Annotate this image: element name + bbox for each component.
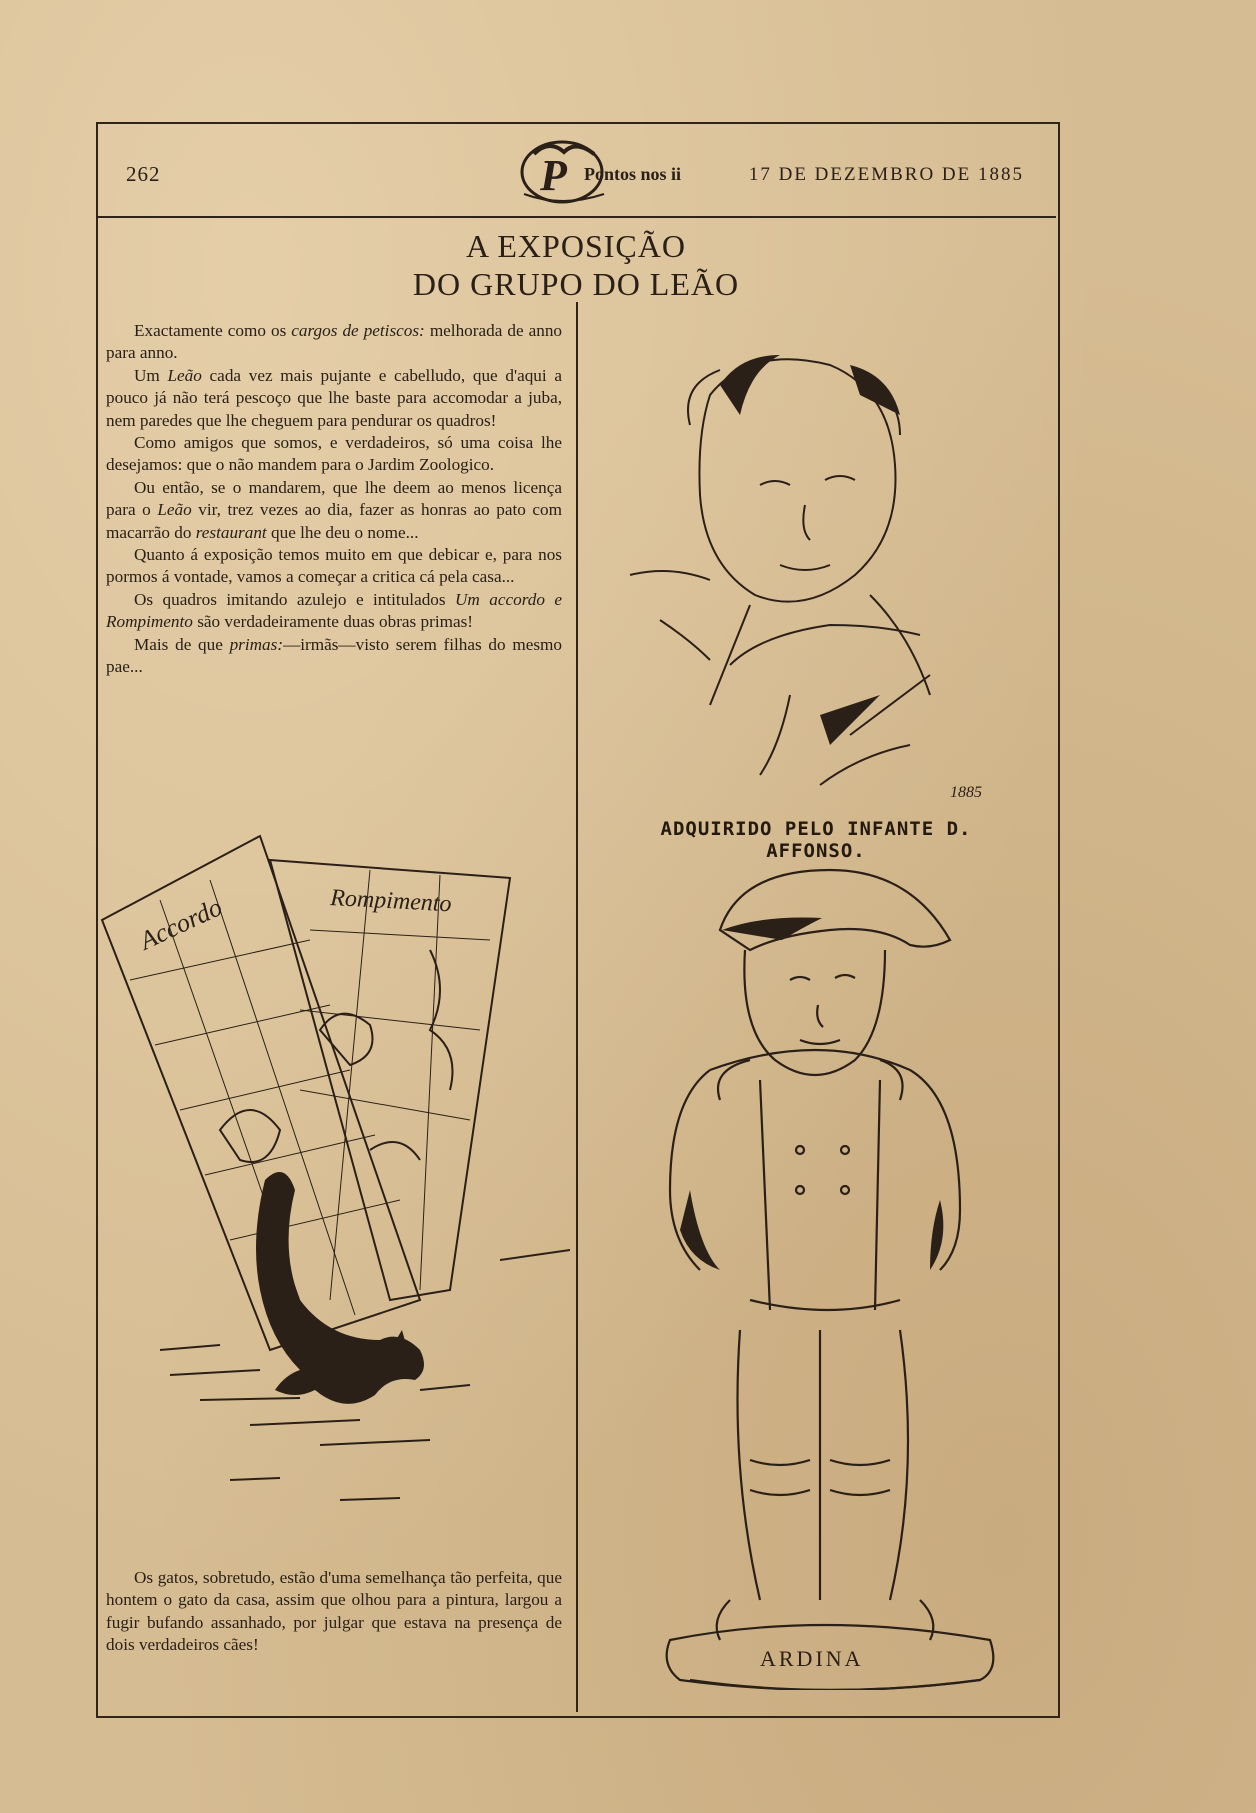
tile-label-accordo: Accordo bbox=[135, 892, 227, 956]
tiles-cat-illustration bbox=[100, 830, 570, 1550]
issue-date: 17 DE DEZEMBRO DE 1885 bbox=[748, 164, 1024, 185]
paragraph-2: Um Leão cada vez mais pujante e cabelludo, que d'aqui a pouco já não terá pescoço que lhe baste para accomodar a juba, nem paredes que lhe cheguem para pendurar os quadros! bbox=[106, 365, 562, 430]
paragraph-4: Ou então, se o mandarem, que lhe deem ao menos licença para o Leão vir, trez vezes ao dia, fazer as honras ao pato com macarrão do restaurant que lhe deu o nome... bbox=[106, 477, 562, 542]
paragraph-5: Quanto á exposição temos muito em que debicar e, para nos pormos á vontade, vamos a começar a critica cá pela casa... bbox=[106, 545, 562, 587]
masthead-words: Pontos nos ii bbox=[584, 164, 682, 184]
article-title-line1: A EXPOSIÇÃO bbox=[466, 228, 686, 264]
article-closing bbox=[106, 1567, 562, 1657]
paragraph-3: Como amigos que somos, e verdadeiros, só uma coisa lhe desejamos: que o não mandem para o Jardim Zoologico. bbox=[106, 433, 562, 475]
statue-caption: ADQUIRIDO PELO INFANTE D. AFFONSO. bbox=[660, 818, 972, 862]
closing-paragraph: Os gatos, sobretudo, estão d'uma semelhança tão perfeita, que hontem o gato da casa, assim que olhou para a pintura, largou a fugir bufando assanhado, por julgar que estava na presença de dois verdadeiros cães! bbox=[106, 1568, 562, 1655]
paragraph-7: Mais de que primas:—irmãs—visto serem filhas do mesmo pae... bbox=[106, 634, 562, 677]
paragraph-1: Exactamente como os cargos de petiscos: melhorada de anno para anno. bbox=[106, 321, 563, 363]
article-title-line2: DO GRUPO DO LEÃO bbox=[412, 266, 740, 302]
portrait-sketch bbox=[620, 335, 1020, 805]
masthead-logo bbox=[504, 134, 734, 208]
portrait-signature-date: 1885 bbox=[950, 784, 982, 801]
page-number: 262 bbox=[126, 162, 161, 186]
article-body bbox=[106, 320, 562, 679]
statue-illustration bbox=[650, 860, 1010, 1690]
tile-label-rompimento: Rompimento bbox=[329, 885, 453, 918]
column-divider bbox=[576, 302, 578, 1712]
page-header bbox=[96, 122, 1056, 218]
statue-base-inscription: ARDINA bbox=[760, 1646, 864, 1671]
masthead-text: P bbox=[540, 151, 567, 200]
paragraph-6: Os quadros imitando azulejo e intitulados Um accordo e Rompimento são verdadeiramente duas obras primas! bbox=[106, 589, 562, 632]
